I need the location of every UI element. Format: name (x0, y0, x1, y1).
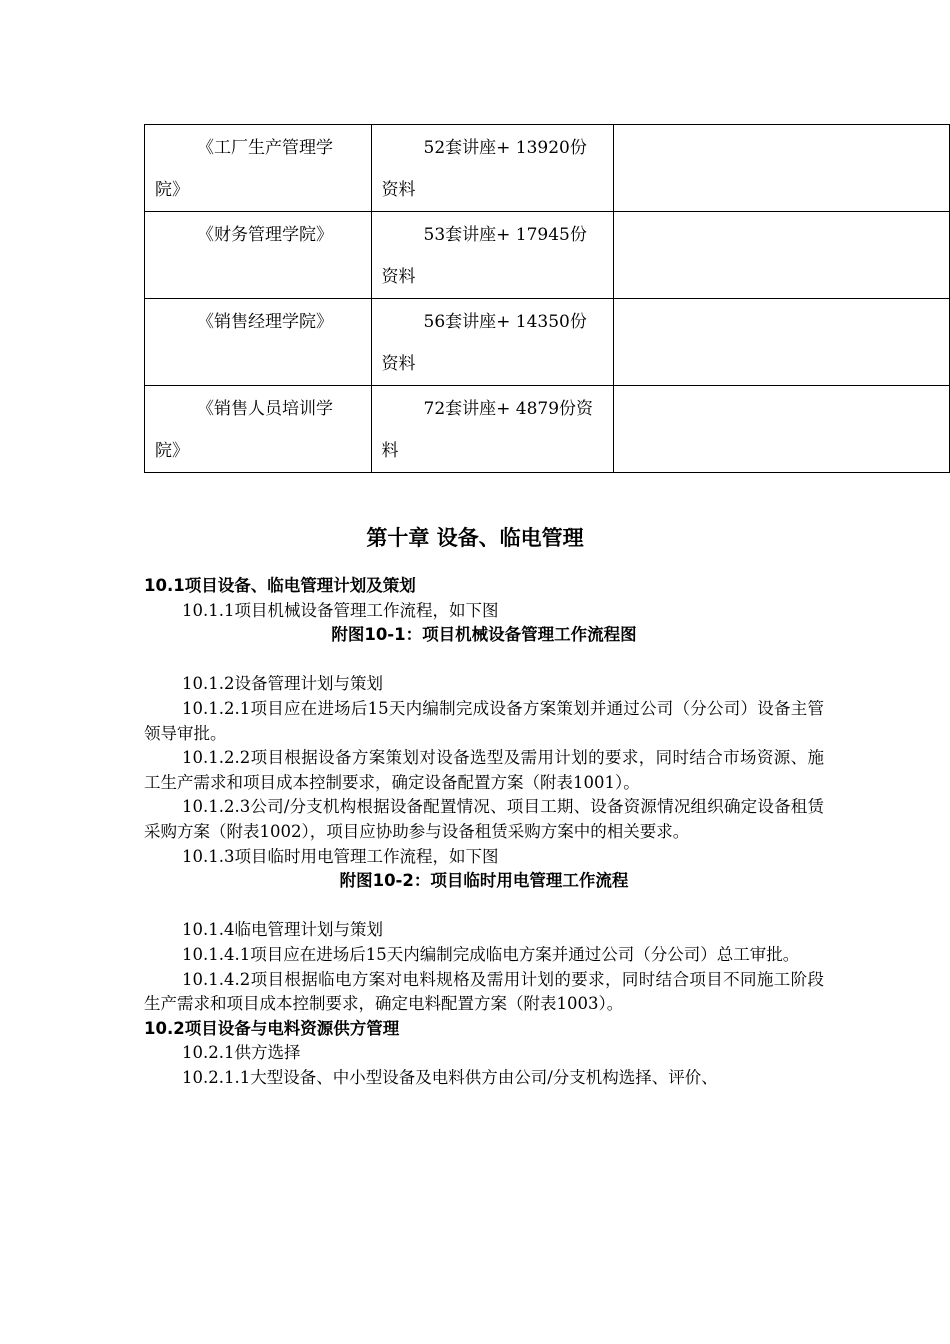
chapter-title: 第十章 设备、临电管理 (366, 526, 584, 550)
course-name-cont: 院》 (155, 441, 189, 461)
table-cell (613, 125, 949, 212)
paragraph: 10.1.4.1项目应在进场后15天内编制完成临电方案并通过公司（分公司）总工审批。 (182, 944, 800, 964)
section-heading: 10.1项目设备、临电管理计划及策划 (144, 576, 416, 595)
course-name: 《销售人员培训学 (197, 399, 333, 419)
course-resources: 72套讲座+ 4879份资 (423, 399, 594, 419)
course-table (144, 124, 950, 473)
course-resources: 53套讲座+ 17945份 (423, 225, 587, 245)
paragraph: 10.1.4.2项目根据临电方案对电料规格及需用计划的要求，同时结合项目不同施工阶段生产需求和项目成本控制要求，确定电料配置方案（附表1003）。 (144, 969, 824, 1014)
table-cell (613, 386, 949, 473)
course-name: 《销售经理学院》 (197, 312, 333, 332)
figure-placeholder (144, 894, 824, 919)
figure-placeholder (144, 648, 824, 673)
paragraph: 10.1.2.2项目根据设备方案策划对设备选型及需用计划的要求，同时结合市场资源、施工生产需求和项目成本控制要求，确定设备配置方案（附表1001）。 (144, 748, 824, 792)
figure-caption: 附图10-1：项目机械设备管理工作流程图 (331, 625, 637, 645)
table-row (145, 299, 950, 386)
table-cell (613, 299, 949, 386)
subsection-heading: 10.1.1项目机械设备管理工作流程，如下图 (182, 600, 499, 620)
course-name: 《工厂生产管理学 (197, 138, 333, 158)
table-cell (145, 299, 372, 386)
paragraph: 10.1.2.1项目应在进场后15天内编制完成设备方案策划并通过公司（分公司）设备主管领导审批。 (144, 698, 824, 743)
table-row (145, 125, 950, 212)
table-cell (145, 386, 372, 473)
paragraph: 10.1.2.3公司/分支机构根据设备配置情况、项目工期、设备资源情况组织确定设备租赁采购方案（附表1002），项目应协助参与设备租赁采购方案中的相关要求。 (144, 797, 824, 841)
course-resources-cont: 资料 (381, 354, 416, 374)
table-row (145, 386, 950, 473)
table-row (145, 212, 950, 299)
course-resources-cont: 资料 (381, 267, 416, 287)
table-cell (145, 125, 372, 212)
course-name: 《财务管理学院》 (197, 225, 333, 245)
subsection-heading: 10.1.3项目临时用电管理工作流程，如下图 (182, 846, 499, 866)
course-resources: 56套讲座+ 14350份 (423, 312, 587, 332)
table-cell (371, 125, 613, 212)
document-body (144, 574, 824, 1090)
subsection-heading: 10.2.1供方选择 (182, 1043, 301, 1063)
table-cell (371, 299, 613, 386)
table-cell (145, 212, 372, 299)
table-cell (613, 212, 949, 299)
section-heading: 10.2项目设备与电料资源供方管理 (144, 1018, 400, 1038)
course-resources-cont: 料 (381, 441, 399, 461)
table-cell (371, 212, 613, 299)
course-name-cont: 院》 (155, 180, 189, 200)
subsection-heading: 10.1.4临电管理计划与策划 (182, 920, 383, 940)
paragraph: 10.2.1.1大型设备、中小型设备及电料供方由公司/分支机构选择、评价、 (182, 1067, 718, 1087)
course-resources-cont: 资料 (381, 180, 416, 200)
course-resources: 52套讲座+ 13920份 (423, 138, 587, 158)
subsection-heading: 10.1.2设备管理计划与策划 (182, 674, 383, 694)
table-cell (371, 386, 613, 473)
figure-caption: 附图10-2：项目临时用电管理工作流程 (339, 871, 629, 891)
